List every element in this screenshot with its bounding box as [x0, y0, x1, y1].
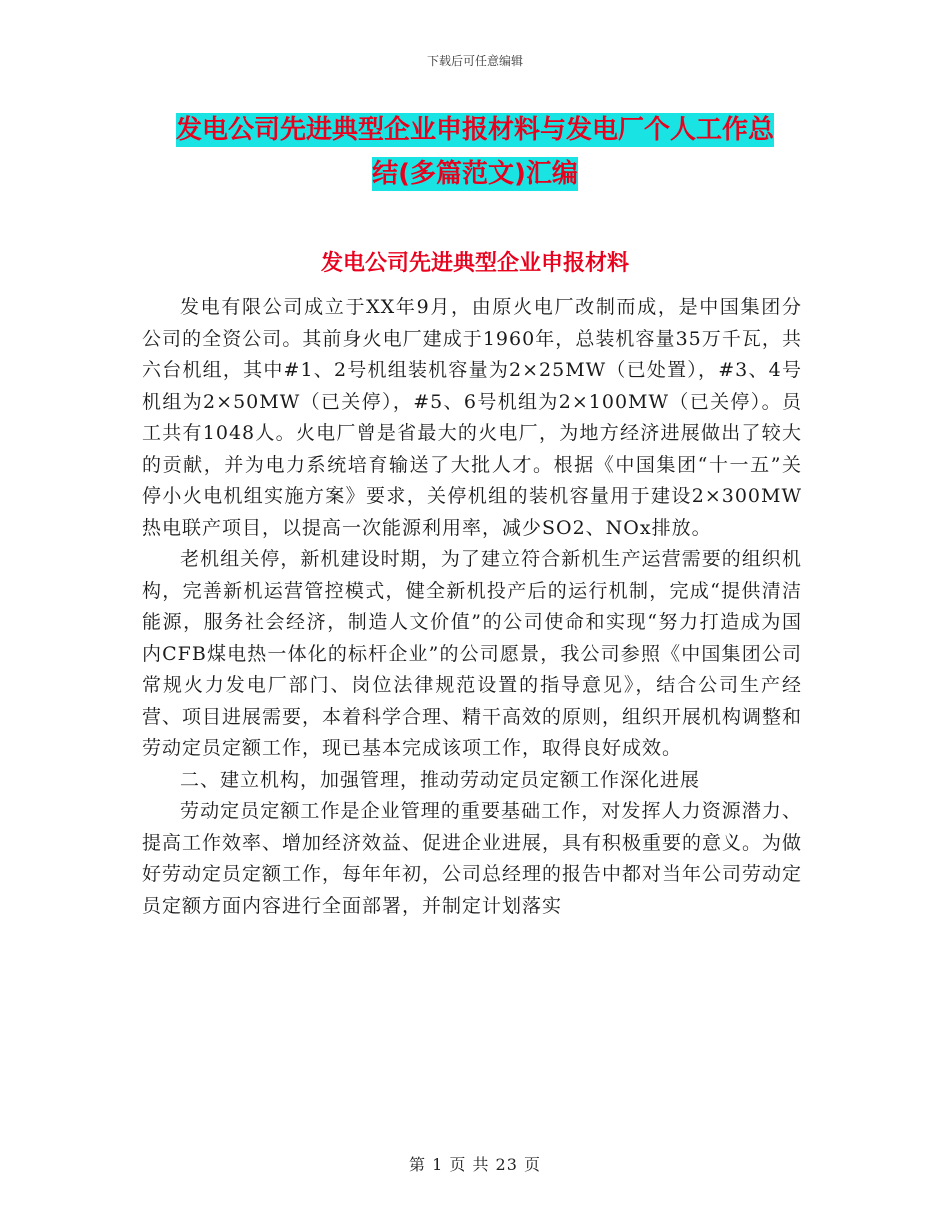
- document-body: [142, 292, 802, 922]
- paragraph: 劳动定员定额工作是企业管理的重要基础工作，对发挥人力资源潜力、提高工作效率、增加经济效益、促进企业进展，具有积极重要的意义。为做好劳动定员定额工作，每年年初，公司总经理的报告中都对当年公司劳动定员定额方面内容进行全面部署，并制定计划落实: [142, 800, 803, 917]
- paragraph: 老机组关停，新机建设时期，为了建立符合新机生产运营需要的组织机构，完善新机运营管控模式，健全新机投产后的运行机制，完成“提供清洁能源，服务社会经济，制造人文价值”的公司使命和实现“努力打造成为国内CFB煤电热一体化的标杆企业”的公司愿景，我公司参照《中国集团公司常规火力发电厂部门、岗位法律规范设置的指导意见》，结合公司生产经营、项目进展需要，本着科学合理、精干高效的原则，组织开展机构调整和劳动定员定额工作，现已基本完成该项工作，取得良好成效。: [142, 548, 803, 759]
- document-title-line-2: 结(多篇范文)汇编: [372, 159, 578, 189]
- section-title: 发电公司先进典型企业申报材料: [320, 251, 629, 276]
- paragraph: 发电有限公司成立于XX年9月，由原火电厂改制而成，是中国集团分公司的全资公司。其前身火电厂建成于1960年，总装机容量35万千瓦，共六台机组，其中#1、2号机组装机容量为2×25MW（已处置），#3、4号机组为2×50MW（已关停），#5、6号机组为2×100MW（已关停）。员工共有1048人。火电厂曾是省最大的火电厂，为地方经济进展做出了较大的贡献，并为电力系统培育输送了大批人才。根据《中国集团“十一五”关停小火电机组实施方案》要求，关停机组的装机容量用于建设2×300MW热电联产项目，以提高一次能源利用率，减少SO2、NOx排放。: [142, 296, 802, 539]
- document-title: [140, 108, 810, 196]
- page-number-footer: 第 1 页 共 23 页: [409, 1155, 541, 1174]
- page-header-note: 下载后可任意编辑: [426, 54, 523, 68]
- document-title-line-1: 发电公司先进典型企业申报材料与发电厂个人工作总: [175, 115, 774, 145]
- subheading-paragraph: 二、建立机构，加强管理，推动劳动定员定额工作深化进展: [180, 768, 701, 791]
